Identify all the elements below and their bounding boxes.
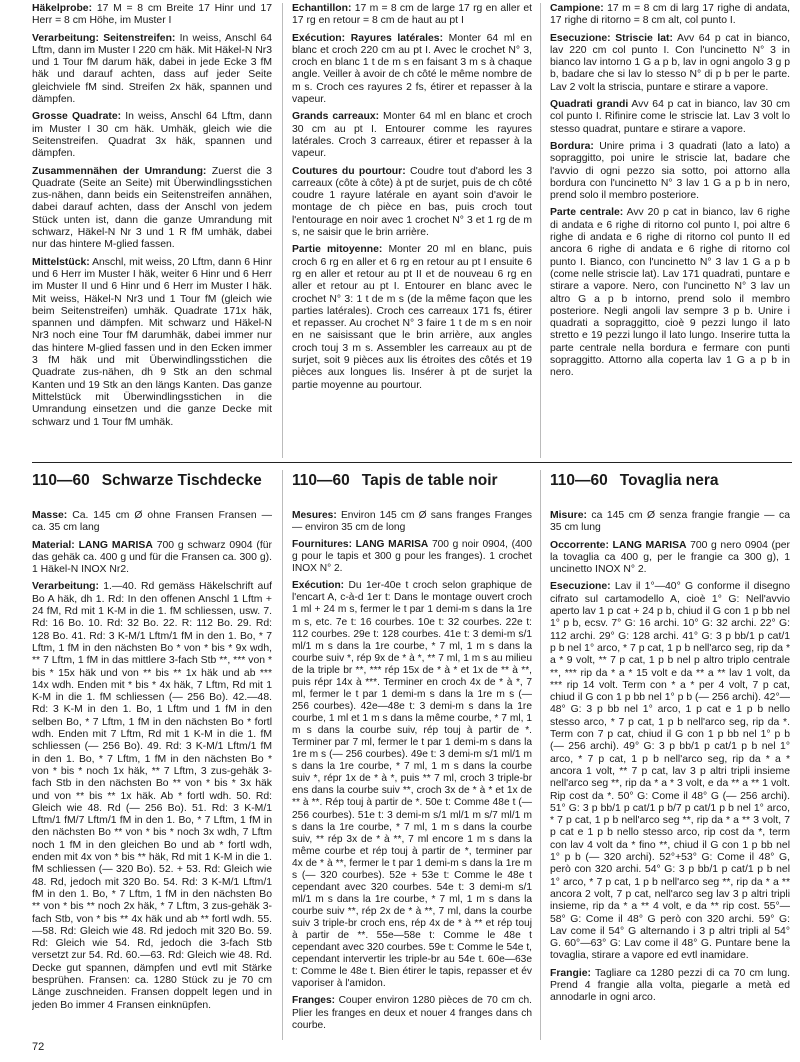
page-number: 72 xyxy=(32,1041,45,1053)
column-divider xyxy=(282,3,283,458)
instruction-paragraph xyxy=(292,580,532,990)
instruction-paragraph xyxy=(32,540,272,577)
section-heading: Exécution: Rayures latérales: xyxy=(292,32,444,44)
section-divider xyxy=(32,462,792,463)
italian-instructions-bottom xyxy=(550,510,790,1040)
french-instructions-top xyxy=(292,3,532,461)
instruction-paragraph xyxy=(550,540,790,577)
instruction-paragraph xyxy=(32,111,272,160)
pattern-number: 110—60 xyxy=(292,472,350,489)
section-heading: Mesures: xyxy=(292,510,337,521)
instruction-paragraph xyxy=(550,207,790,379)
instruction-paragraph xyxy=(292,995,532,1031)
section-heading: Campione: xyxy=(550,3,604,14)
section-heading: Häkelprobe: xyxy=(32,3,93,14)
instruction-paragraph xyxy=(550,510,790,535)
instruction-paragraph xyxy=(550,968,790,1005)
instruction-paragraph xyxy=(550,581,790,962)
section-text: Monter 64 ml en blanc et croch 30 cm au pt I. Entourer comme les rayures latérales. Croch 3 carreaux, étirer et repasser à la vapeur. xyxy=(292,111,532,160)
section-text: 17 m = 8 cm di larg 17 righe di andata, 17 righe di ritorno = 8 cm alt, col punto I. xyxy=(550,3,790,27)
section-heading: Parte centrale: xyxy=(550,207,624,219)
instruction-paragraph xyxy=(292,3,532,28)
section-text: Avv 64 p cat in bianco, lav 30 cm col punto I. Rifinire come le striscie lat. Lav 3 volt lo stesso quadrat, puntare e stirare a vapore. xyxy=(550,99,790,135)
section-heading: Frangie: xyxy=(550,967,591,979)
italian-instructions-top xyxy=(550,3,790,461)
section-text: Monter 20 ml en blanc, puis croch 6 rg en aller et 6 rg en retour au pt I ensuite 6 rg en aller et retour au pt II et de nouveau 6 rg en aller et retour au pt I. Entourer en blanc avec le crochet N° 3: 1 t de m s (de la même façon que les parties latérales). Croch ces carreaux 171 fs, étirer et repasser. Au crochet N° 3 faire 1 t de m s en noir en ne saisissant que le brin arrière, aux angles croch touj 3 m s. Assembler les carreaux au pt de surjet, soit 9 pièces aux lis étroites des côtés et 19 pièces aux longues lis. Insérer à pt de surjet la partie moyenne au pourtour. xyxy=(292,244,532,391)
section-heading: Esecuzione: xyxy=(550,581,611,593)
section-heading: Misure: xyxy=(550,510,587,521)
italian-heading xyxy=(550,472,790,490)
instruction-paragraph xyxy=(292,111,532,160)
section-heading: Partie mitoyenne: xyxy=(292,244,383,256)
french-instructions-bottom xyxy=(292,510,532,1040)
section-text: Tagliare ca 1280 pezzi di ca 70 cm lung. Prend 4 frangie alla volta, piegarle a metà ed annodarle in ogni arco. xyxy=(550,967,790,1004)
instruction-paragraph xyxy=(32,510,272,535)
section-text: In weiss, Anschl 64 Lftm, dann im Muster I 220 cm häk. Mit Häkel-N Nr3 und 1 Tour fM darum häk, dabei in jede Ecke 3 fM häk und darauf achten, dass auf jeder Seite gleichviele fM sind. Streifen 2x häk, spannen und dämpfen. xyxy=(32,32,272,106)
instruction-paragraph xyxy=(550,33,790,94)
section-text: Ca. 145 cm Ø ohne Fransen Fransen — ca. 35 cm lang xyxy=(32,510,272,534)
pattern-number: 110—60 xyxy=(32,472,90,489)
section-text: Zuerst die 3 Quadrate (Seite an Seite) mit Überwindlingsstichen zus-nähen, dann beids ein Seitenstreifen annähen, dabei darauf achten, dass der Anschl von jedem Stück unten ist, dann die ganze Umrandung mit schwarz, Häkel-N Nr 3 und 1 R fM umhäk, dabei nur das hintere M-glied fassen. xyxy=(32,165,272,251)
instruction-paragraph xyxy=(292,244,532,392)
section-text: In weiss, Anschl 64 Lftm, dann im Muster I 30 cm häk. Umhäk, gleich wie die Seitenstreifen. Quadrat 3x häk, spannen und dämpfen. xyxy=(32,111,272,160)
instruction-paragraph xyxy=(550,99,790,136)
german-heading xyxy=(32,472,272,490)
section-text: Anschl, mit weiss, 20 Lftm, dann 6 Hinr und 6 Herr im Muster I häk, weiter 6 Hinr und 6 Herr im Muster II und 6 Hinr und 6 Herr im Muster I häk. Mit weiss, Häkel-N Nr3 und 1 Tour fM (gleich wie beim Seitenstreifen) umhäk. Quadrate 171x häk, spannen und dämpfen. Mit schwarz und Häkel-N Nr3 noch eine Tour fM darumhäk, dabei immer nur das hintere M-glied fassen und in den Ecken immer 3 fM häk und mit Überwindlingsstichen die Quadrate zus-nähen, dh 9 Stk an den schmal Kanten und 19 Stk an den längs Kanten. Das ganze Mittelstück mit Überwindlingsstichen in die Umrandung einsetzen und die ganze Decke mit schwarz und 1 Tour fM umhäk. xyxy=(32,256,272,428)
section-text: 700 g nero 0904 (per la tovaglia ca 400 g, per le frangie ca 300 g), 1 uncinetto INOX N° 2. xyxy=(550,539,790,576)
section-heading: Occorrente: LANG MARISA xyxy=(550,539,687,551)
section-heading: Exécution: xyxy=(292,580,345,592)
section-text: 17 M = 8 cm Breite 17 Hinr und 17 Herr = 8 cm Höhe, im Muster I xyxy=(32,3,272,27)
german-instructions-bottom xyxy=(32,510,272,1040)
section-text: 17 m = 8 cm de large 17 rg en aller et 17 rg en retour = 8 cm de haut au pt I xyxy=(292,3,532,27)
instruction-paragraph xyxy=(32,581,272,1011)
section-text: ca 145 cm Ø senza frangie frangie — ca 35 cm lung xyxy=(550,510,790,534)
pattern-title: Tapis de table noir xyxy=(361,472,498,489)
instruction-paragraph xyxy=(32,3,272,28)
section-heading: Verarbeitung: Seitenstreifen: xyxy=(32,32,176,44)
section-heading: Zusammennähen der Umrandung: xyxy=(32,165,207,177)
section-heading: Material: LANG MARISA xyxy=(32,539,153,551)
section-heading: Echantillon: xyxy=(292,3,352,14)
section-text: Lav il 1°—40° G conforme il disegno cifrato sul cartamodello A, cioè 1° G: Nell'avvio aperto lav 1 p cat + 24 p b, chiud il G con 1 p bb nel 1° p b, ecsv. 7° G: 16 archi. 10° G: 32 archi. 22° G: 112 archi. 29° G: 128 archi. 41° G: 3 p bb/1 p cat/1 p b nel 1° arco, * 7 p cat, 1 p b nell'arco seg, rip da * a * 9 volt, ** 7 p cat, 1 p b nel p altro triplo centrale **, *** rip da * a * 15 volt e da ** a ** lav 1 volt, da *** rip 14 volt. Term con * a * per 4 volt, 7 p cat, chiud il G con 1 p bb nel 1° p b (— 256 archi). 42°—48° G: 3 p bb nel 1° arco, 1 p cat e 1 p b nello stesso arco, * 7 p cat, 1 p b nell'arco seg, rip da *. Term con 7 p cat, chiud il G con 1 p bb nel 1° p b (— 256 archi). 49° G: 3 p bb/1 p cat/1 p b nel 1° arco, * 7 p cat, 1 p b nell'arco seg, rip da * a * ancora 1 volt, ** 7 p cat, lav 3 p altri tripli insieme nell'arco seg **, rip da * a * 3 volt, e da ** a ** 1 volt. Rip cost da *. 50° G: Come il 48° G (— 256 archi). 51° G: 3 p bb/1 p cat/1 p b/7 p cat/1 p b nel 1° arco, * 7 p cat, 1 p b nell'arco seg **, rip da * a ** 3 volt, 7 p cat e 1 p b nello stesso arco, rip cost da *, term con lav 4 volt da * fino **, chiud il G con 1 p bb nel 1° p b (— 320 archi). 52°+53° G: Come il 48° G, però con 320 archi. 54° G: 3 p bb/1 p cat/1 p b nel 1° arco, * 7 p cat, 1 p b nell'arco seg **, rip da * a ** ancora 2 volt, 7 p cat, nell'arco seg lav 3 p altri tripli insieme, rip da * a ** 4 volt, e da ** rip cost. 55°—58° G: Come il 48° G però con 320 archi. 59° G: Lav come il 54° G alternando i 3 p altri tripli al 54° G. 60°—63° G: Lav come il 48° G. Puntare bene la tovaglia, stirare a vapore ed evtl inamidare. xyxy=(550,581,790,962)
instruction-paragraph xyxy=(32,257,272,429)
column-divider xyxy=(540,470,541,1040)
section-heading: Esecuzione: Striscie lat: xyxy=(550,32,673,44)
german-instructions-top xyxy=(32,3,272,461)
section-heading: Fournitures: LANG MARISA xyxy=(292,539,429,551)
instruction-paragraph xyxy=(292,510,532,534)
section-heading: Coutures du pourtour: xyxy=(292,165,406,177)
instruction-paragraph xyxy=(32,33,272,107)
section-text: Monter 64 ml en blanc et croch 220 cm au pt I. Avec le crochet N° 3, croch en blanc 1 t de m s en faisant 3 m s à chaque angle. Veiller à avoir de ch côté le même nombre de m s. Croch ces rayures 2 fs, étirer et repasser à la vapeur. xyxy=(292,32,532,106)
section-heading: Quadrati grandi xyxy=(550,99,629,111)
section-heading: Verarbeitung: xyxy=(32,581,99,593)
section-heading: Mittelstück: xyxy=(32,256,90,268)
section-text: Avv 64 p cat in bianco, lav 220 cm col punto I. Con l'uncinetto N° 3 in bianco lav intorno 1 G a p b, lav in ogni angolo 3 g p b, badare che si lav lo stesso N° di p b per le parte. Lav 2 volt la striscia, puntare e stirare a vapore. xyxy=(550,32,790,93)
instruction-paragraph xyxy=(32,166,272,252)
section-text: Coudre tout d'abord les 3 carreaux (côte à côte) à pt de surjet, puis de ch côté coudre 1 rayure latérale en ayant soin d'avoir le montage de ch pièce en bas, puis croch tout l'entourage en noir avec 1 crochet N° 3 et 1 rg de m s, ne saisir que le brin arrière. xyxy=(292,165,532,239)
pattern-title: Tovaglia nera xyxy=(619,472,719,489)
section-text: Environ 145 cm Ø sans franges Franges — environ 35 cm de long xyxy=(292,510,532,534)
column-divider xyxy=(282,470,283,1040)
section-heading: Franges: xyxy=(292,995,336,1007)
section-heading: Grosse Quadrate: xyxy=(32,111,122,123)
column-divider xyxy=(540,3,541,458)
french-heading xyxy=(292,472,537,490)
section-text: 700 g noir 0904, (400 g pour le tapis et 300 g pour les franges). 1 crochet INOX N° 2. xyxy=(292,539,532,575)
section-text: Du 1er-40e t croch selon graphique de l'encart A, c-à-d 1er t: Dans le montage ouvert croch 1 ml + 24 m s, fermer le t par 1 demi-m s dans la 1re m s, etc. 7e t: 16 courbes. 10e t: 32 courbes. 22e t: 112 courbes. 29e t: 128 courbes. 41e t: 3 demi-m s/1 ml/1 m s dans la 1re courbe, * 7 ml, 1 m s dans la courbe suiv *, rép 9x de * à *, ** 7 ml, 1 m s au milieu de la triple br **, *** rép 15x de * à * et 1x de ** à **, puis répr 14x à ***. Terminer en croch 4x de * à *, 7 ml, fermer le t par 1 demi-m s dans la 1re m s (— 256 courbes). 42e—48e t: 3 demi-m s dans la 1re courbe, 1 ml et 1 m s dans la même courbe, * 7 ml, 1 m s dans la courbe suiv, rép touj à partir de *. Terminer par 7 ml, fermer le t par 1 demi-m s dans la 1re m s (— 256 courbes). 49e t: 3 demi-m s/1 ml/1 m s dans la 1re courbe, * 7 ml, 1 m s dans la courbe suiv *, répr 1x de * à *, puis ** 7 ml, croch 3 triple-br ens dans la courbe suiv **, croch 3x de * à * et 1x de ** à **. Rép touj à partir de *. 50e t: Comme 48e t (— 256 courbes). 51e t: 3 demi-m s/1 ml/1 m s/7 ml/1 m s dans la 1re courbe, * 7 ml, 1 m s dans la courbe suiv, ** rép 3x de * à **, 7 ml encore 1 m s dans la même courbe et rép touj à partir de *, terminer par 4x de * à **, fermer le t par 1 demi-m s dans la 1re m s (— 320 courbes). 52e + 53e t: Comme le 48e t cependant avec 320 courbes. 54e t: 3 demi-m s/1 ml/1 m s dans la 1re courbe, * 7 ml, 1 m s dans la courbe suiv **, rép 2x de * à **, 7 ml, dans la courbe suiv 3 triple-br croch ens, rép 4x de * à ** et rép touj à partir de **. 55e—58e t: Comme le 48e t cependant avec 320 courbes. 59e t: Comme le 54e t, cependant intervertir les triple-br au 54e t. 60e—63e t: Comme le 48e t. Bien étirer le tapis, repasser et év vaporiser à l'amidon. xyxy=(292,580,532,990)
section-text: Unire prima i 3 quadrati (lato a lato) a sopraggitto, poi unire le striscie lat, badare che l'avvio di ogni pezzo sia sotto, poi attorno alla bordura con l'uncinetto N° 3 lav 1 G a p b in nero, prend solo il membro posteriore. xyxy=(550,140,790,202)
pattern-title: Schwarze Tischdecke xyxy=(101,472,262,489)
instruction-paragraph xyxy=(292,539,532,575)
section-text: Couper environ 1280 pièces de 70 cm ch. Plier les franges en deux et nouer 4 franges dans ch courbe. xyxy=(292,995,532,1031)
instruction-paragraph xyxy=(550,141,790,202)
section-text: 1.—40. Rd gemäss Häkelschrift auf Bo A häk, dh 1. Rd: In den offenen Anschl 1 Lftm + 24 fM, Rd mit 1 K-M in die 1. fM schliessen, usw. 7. Rd: 16 Bo. 10. Rd: 32 Bo. 22. R: 112 Bo. 29. Rd: 128 Bo. 41. Rd: 3 K-M/1 Lftm/1 fM in den 1. Bo, * 7 Lftm, 1 fM in den nächsten Bo * von * bis * 9x wdh, ** 7 Lftm, 1 fM in das mittlere 3-fach Stb **, *** von * bis * 15x häk und von ** bis ** 1x häk und ab *** 14x wdh. Enden mit * bis * 4x häk, 7 Lftm, Rd mit 1 K-M in die 1. fM schliessen (— 256 Bo). 42.—48. Rd: 3 K-M in den 1. Bo, 1 Lftm und 1 fM in den selben Bo, * 7 Lftm, 1 fM in den nächsten Bo * fortl wdh. Enden mit 7 Lftm, Rd mit 1 K-M in die 1. fM schliessen (— 256 Bo). 49. Rd: 3 K-M/1 Lftm/1 fM in den 1. Bo, * 7 Lftm, 1 fM in den nächsten Bo * von * bis * noch 1x häk, ** 7 Lftm, 3 zus-gehäk 3-fach Stb in den nächsten Bo ** von * bis * 3x häk und von ** bis ** 1x häk. Ab * fortl wdh. 50. Rd: Gleich wie 48. Rd (— 256 Bo). 51. Rd: 3 K-M/1 Lftm/1 fM/7 Lftm/1 fM in den 1. Bo, * 7 Lftm, 1 fM in den nächsten Bo ** von * bis * noch 3x wdh, 7 Lftm noch 1 fM in den gleichen Bo und ab * fortl wdh, enden mit 4x von * bis ** häk, Rd mit 1 K-M in die 1. fM schliessen (— 320 Bo). 52. + 53. Rd: Gleich wie 48. Rd, jedoch mit 320 Bo. 54. Rd: 3 K-M/1 Lftm/1 fM in den 1. Bo, * 7 Lftm, 1 fM in den nächsten Bo ** von * bis ** noch 2x häk, * 7 Lftm, 3 zus-gehäk 3-fach Stb, von * bis ** 4x häk und ab ** fortl wdh. 55.—58. Rd: Gleich wie 48. Rd jedoch mit 320 Bo. 59. Rd: Gleich wie 54. Rd, jedoch die 3-fach Stb versetzt zur 54. Rd. 60.—63. Rd: Gleich wie 48. Rd. Decke gut spannen, dämpfen und evtl mit Stärke besprühen. Fransen: ca. 1280 Stück zu je 70 cm Länge zuschneiden. Fransen doppelt legen und in jeden Bo immer 4 Fransen einknüpfen. xyxy=(32,581,272,1011)
instruction-paragraph xyxy=(550,3,790,28)
section-text: Avv 20 p cat in bianco, lav 6 righe di andata e 6 righe di ritorno col punto I, poi altre 6 righe di andata e 6 righe di ritorno col punto II ed ancora 6 righe di andata e 6 righe di ritorno col punto I. Bianco, con l'uncinetto N° 3 lav 1 G a p b (come nelle striscie lat). Lav 171 quadrati, puntare e stirare a vapore. Nero, con l'uncinetto N° 3 lav un altro G a p b intorno, prend solo il membro posteriore. Negli angoli lav sempre 3 p b. Unire i quadrati a sopraggitto, cioè 9 pezzi lungo il lato stretto e 19 pezzi lungo il lato lungo. Inserire tutta la parte centrale nella bordura e fermare con punti sopraggitto. Attorno alla coperta lav 1 G a p b in nero. xyxy=(550,207,790,379)
pattern-number: 110—60 xyxy=(550,472,608,489)
section-heading: Bordura: xyxy=(550,140,594,152)
instruction-paragraph xyxy=(292,166,532,240)
section-text: 700 g schwarz 0904 (für das gehäk ca. 400 g und für die Fransen ca. 300 g). 1 Häkel-N INOX Nr2. xyxy=(32,539,272,576)
instruction-paragraph xyxy=(292,33,532,107)
section-heading: Masse: xyxy=(32,510,68,521)
section-heading: Grands carreaux: xyxy=(292,111,380,123)
